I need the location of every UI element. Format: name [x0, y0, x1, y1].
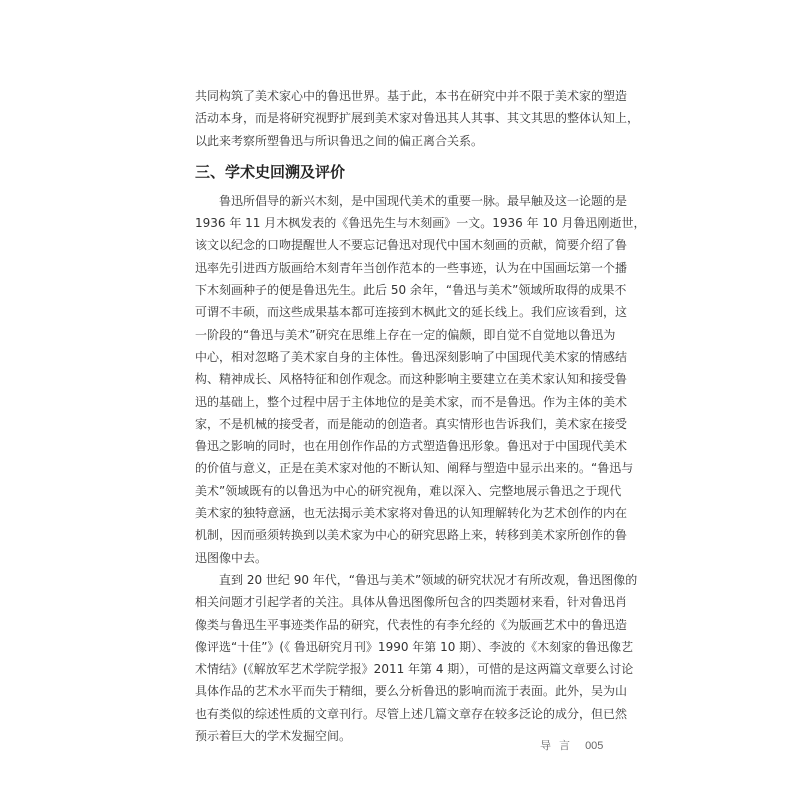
text-line: 共同构筑了美术家心中的鲁迅世界。基于此，本书在研究中并不限于美术家的塑造 [195, 89, 628, 103]
text-line: 美术”领域既有的以鲁迅为中心的研究视角，难以深入、完整地展示鲁迅之于现代 [195, 483, 622, 498]
text-line: 像类与鲁迅生平事迹类作品的研究，代表性的有李允经的《为版画艺术中的鲁迅造 [195, 617, 628, 632]
text-line: 1936 年 11 月木枫发表的《鲁迅先生与木刻画》一文。1936 年 10 月鲁迅刚逝世， [195, 216, 646, 231]
text-line: 以此来考察所塑鲁迅与所识鲁迅之间的偏正离合关系。 [195, 133, 484, 148]
paragraph [195, 569, 638, 747]
text-line: 迅图像中去。 [195, 550, 268, 565]
text-line: 美术家的独特意涵，也无法揭示美术家将对鲁迅的认知理解转化为艺术创作的内在 [195, 506, 628, 521]
text-line: 家，不是机械的接受者，而是能动的创造者。真实情形也告诉我们，美术家在接受 [195, 416, 628, 431]
text-line: 一阶段的“鲁迅与美术”研究在思维上存在一定的偏颇，即自觉不自觉地以鲁迅为 [195, 327, 616, 342]
text-line: 像评选“十佳”》(《 鲁迅研究月刊》1990 年第 10 期）、李波的《木刻家的鲁迅像艺 [195, 639, 634, 654]
paragraph [195, 190, 646, 569]
page-footer [540, 737, 603, 753]
page-body [195, 85, 646, 747]
text-line: 预示着巨大的学术发掘空间。 [195, 729, 352, 744]
text-line: 相关问题才引起学者的关注。具体从鲁迅图像所包含的四类题材来看，针对鲁迅肖 [195, 595, 628, 610]
paragraph [195, 85, 640, 152]
text-line: 活动本身，而是将研究视野扩展到美术家对鲁迅其人其事、其文其思的整体认知上， [195, 111, 640, 126]
text-line: 下木刻画种子的便是鲁迅先生。此后 50 余年，“鲁迅与美术”领域所取得的成果不 [195, 283, 627, 298]
text-line: 鲁迅之影响的同时，也在用创作作品的方式塑造鲁迅形象。鲁迅对于中国现代美术 [195, 439, 628, 454]
text-line: 鲁迅所倡导的新兴木刻，是中国现代美术的重要一脉。最早触及这一论题的是 [219, 193, 628, 208]
text-line: 的价值与意义，正是在美术家对他的不断认知、阐释与塑造中显示出来的。“鲁迅与 [195, 461, 634, 476]
text-line: 构、精神成长、风格特征和创作观念。而这种影响主要建立在美术家认知和接受鲁 [195, 372, 628, 387]
section-heading: 三、学术史回溯及评价 [195, 162, 346, 181]
text-line: 机制，因而亟须转换到以美术家为中心的研究思路上来，转移到美术家所创作的鲁 [195, 528, 628, 543]
text-line: 中心，相对忽略了美术家自身的主体性。鲁迅深刻影响了中国现代美术家的情感结 [195, 349, 628, 364]
text-line: 该文以纪念的口吻提醒世人不要忘记鲁迅对现代中国木刻画的贡献，简要介绍了鲁 [195, 238, 628, 253]
text-line: 迅的基础上，整个过程中居于主体地位的是美术家，而不是鲁迅。作为主体的美术 [195, 394, 628, 409]
page-number: 005 [585, 740, 604, 752]
text-line: 可谓不丰硕，而这些成果基本都可连接到木枫此文的延长线上。我们应该看到，这 [195, 305, 628, 320]
text-line: 具体作品的艺术水平而失于精细，要么分析鲁迅的影响而流于表面。此外，吴为山 [195, 684, 628, 699]
text-line: 也有类似的综述性质的文章刊行。尽管上述几篇文章存在较多泛论的成分，但已然 [195, 706, 628, 721]
running-header-section: 导言 [540, 740, 578, 752]
text-line: 术情结》(《解放军艺术学院学报》2011 年第 4 期），可惜的是这两篇文章要么讨论 [195, 662, 634, 677]
text-line: 直到 20 世纪 90 年代，“鲁迅与美术”领域的研究状况才有所改观，鲁迅图像的 [219, 572, 638, 587]
section-body [195, 190, 646, 747]
text-line: 迅率先引进西方版画给木刻青年当创作范本的一些事迹，认为在中国画坛第一个播 [195, 260, 628, 275]
continued-paragraph [195, 85, 640, 152]
